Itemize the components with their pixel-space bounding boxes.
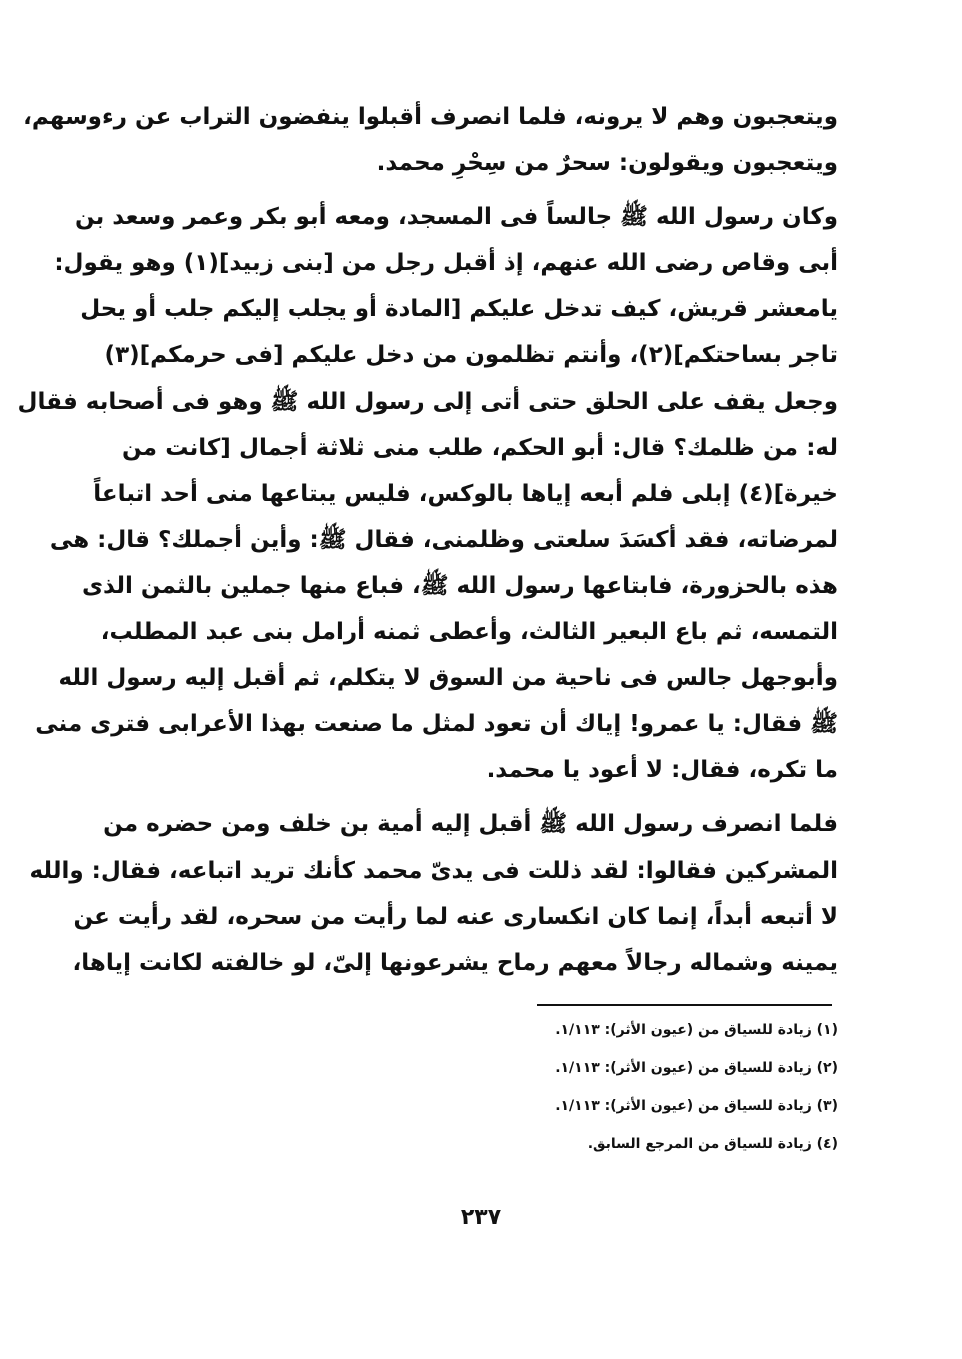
footnote-3: (٣) زيادة للسياق من (عيون الأثر): ١/١١٣.	[555, 1098, 838, 1114]
text-line: لا أتبعه أبداً، إنما كان انكسارى عنه لما رأيت من سحره، لقد رأيت عن	[73, 903, 838, 930]
paragraph-2	[17, 194, 838, 793]
footnote-2: (٢) زيادة للسياق من (عيون الأثر): ١/١١٣.	[555, 1060, 838, 1076]
paragraph-3	[29, 801, 838, 985]
text-line: لمرضاته، فقد أكسَدَ سلعتى وظلمنى، فقال ﷺ: وأين أجملك؟ قال: هى	[49, 526, 838, 553]
text-line: هذه بالحزورة، فابتاعها رسول الله ﷺ، فباع منها جملين بالثمن الذى	[81, 572, 838, 599]
text-line: ويتعجبون ويقولون: سحرٌ من سِحْرِ محمد.	[376, 150, 838, 177]
text-line: التمسه، ثم باع البعير الثالث، وأعطى ثمنه أرامل بنى عبد المطلب،	[100, 619, 838, 646]
footnote-4: (٤) زيادة للسياق من المرجع السابق.	[587, 1136, 838, 1152]
page-number: ٢٣٧	[460, 1205, 502, 1230]
paragraph-gap	[122, 793, 838, 801]
paragraph-gap	[122, 186, 838, 194]
text-line: له: من ظلمك؟ قال: أبو الحكم، طلب منى ثلاثة أجمال [كانت من	[122, 434, 838, 461]
text-line: ﷺ فقال: يا عمرو! إياك أن تعود لمثل ما صنعت بهذا الأعرابى فترى منى	[35, 711, 838, 738]
main-text	[17, 94, 838, 986]
footnote-1: (١) زيادة للسياق من (عيون الأثر): ١/١١٣.	[555, 1022, 838, 1038]
text-line: ما تكره، فقال: لا أعود يا محمد.	[486, 757, 838, 784]
text-line: وجعل يقف على الحلق حتى أتى إلى رسول الله ﷺ وهو فى أصحابه فقال	[17, 388, 838, 415]
text-line: أبى وقاص رضى الله عنهم، إذ أقبل رجل من [بنى زبيد](١) وهو يقول:	[54, 250, 838, 277]
text-line: خيرة](٤) إبلى فلم أبعه إياها بالوكس، فليس يبتاعها منى أحد اتباعاً	[93, 480, 838, 507]
text-line: يامعشر قريش، كيف تدخل عليكم [المادة أو يجلب إليكم جلب أو يحل	[80, 296, 838, 323]
text-line: وأبوجهل جالس فى ناحية من السوق لا يتكلم، ثم أقبل إليه رسول الله	[58, 665, 838, 692]
text-line: يمينه وشماله رجالاً معهم رماح يشرعونها إلىّ، لو خالفته لكانت إياها،	[72, 949, 838, 976]
text-line: تاجر بساحتكم](٢)، وأنتم تظلمون من دخل عليكم [فى حرمكم](٣)	[104, 342, 838, 369]
text-line: وكان رسول الله ﷺ جالساً فى المسجد، ومعه أبو بكر وعمر وسعد بن	[74, 204, 838, 231]
footnote-separator	[537, 1004, 832, 1006]
text-line: ويتعجبون وهم لا يرونه، فلما انصرف أقبلوا ينفضون التراب عن رءوسهم،	[23, 104, 838, 130]
footnotes	[420, 1011, 838, 1163]
text-line: المشركين فقالوا: لقد ذللت فى يدىّ محمد كأنك تريد اتباعه، فقال: والله	[29, 857, 838, 884]
text-line: فلما انصرف رسول الله ﷺ أقبل إليه أمية بن خلف ومن حضره من	[103, 811, 838, 838]
paragraph-1	[23, 94, 838, 186]
